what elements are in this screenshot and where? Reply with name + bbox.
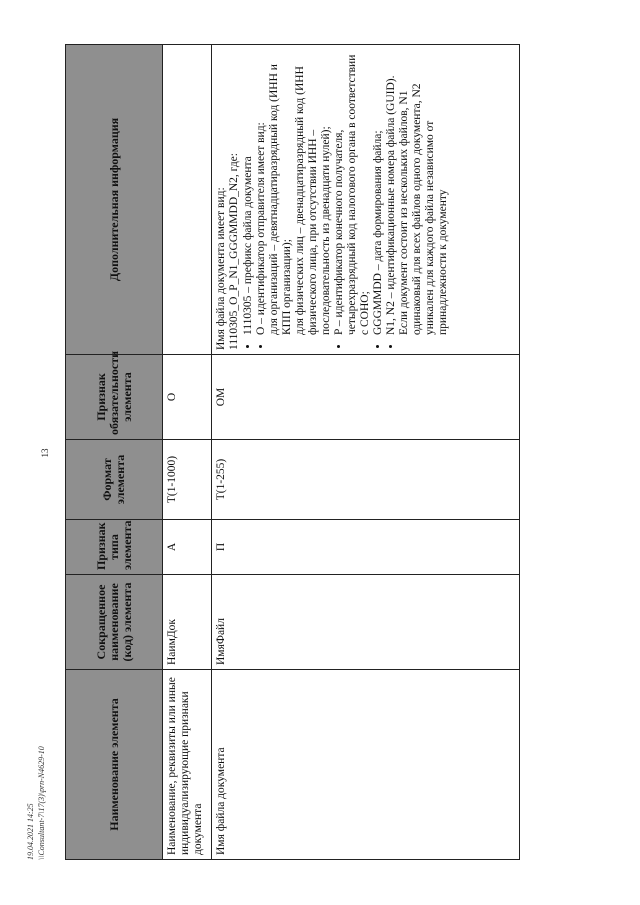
header-element-format: Формат элемента — [66, 440, 163, 520]
detail-line: • N1, N2 – идентификационные номера файла (GUID). Если документ состоит из нескольких файлов, N1 одинаковый для всех файлов одного документа, N2 уникален для каждого файла независимо от принадлежности к документу — [385, 75, 449, 335]
table-row — [212, 45, 520, 860]
list-item — [385, 49, 450, 335]
list-item — [255, 49, 333, 335]
print-stamp — [25, 710, 61, 860]
header-additional-info: Дополнительная информация — [66, 45, 163, 355]
cell-type: П — [212, 520, 520, 575]
cell-code: НаимДок — [163, 575, 212, 670]
cell-name: Наименование, реквизиты или иные индивидуализирующие признаки документа — [163, 670, 212, 860]
detail-line: для физических лиц – двенадцатиразрядный код (ИНН физического лица, при отсутствии ИНН – последовательность из двенадцати нулей); — [294, 66, 332, 335]
header-element-name: Наименование элемента — [66, 670, 163, 860]
detail-line: для организаций – девятнадцатиразрядный код (ИНН и КПП организации); — [268, 64, 293, 335]
detail-line: • 1110305 – префикс файла документа — [242, 156, 254, 335]
cell-required: ОМ — [212, 355, 520, 440]
print-path: \\Consultant-7\17(3)\prn-N4629-10 — [37, 746, 46, 860]
list-item — [333, 49, 372, 335]
header-element-code: Сокращенное наименование (код) элемента — [66, 575, 163, 670]
header-element-required: Признак обязательности элемента — [66, 355, 163, 440]
detail-line: • GGGMMDD – дата формирования файла; — [372, 130, 384, 335]
cell-name: Имя файла документа — [212, 670, 520, 860]
table-row — [163, 45, 212, 860]
detail-line: • P – идентификатор конечного получателя, четырехразрядный код налогового органа в соответствии с СОНО; — [333, 54, 371, 335]
list-item — [372, 49, 385, 335]
rotated-document-table — [65, 45, 520, 860]
cell-info — [163, 45, 212, 355]
print-timestamp: 19.04.2021 14:25 — [26, 803, 35, 860]
page-number: 13 — [40, 448, 50, 458]
cell-format: T(1-255) — [212, 440, 520, 520]
cell-type: А — [163, 520, 212, 575]
cell-info — [212, 45, 520, 355]
detail-line: • O – идентификатор отправителя имеет вид: — [255, 122, 267, 335]
requirements-table — [65, 44, 520, 860]
info-intro: Имя файла документа имеет вид: 1110305_O_P_N1_GGGMMDD_N2, где: — [215, 153, 240, 350]
cell-required: О — [163, 355, 212, 440]
header-element-type: Признак типа элемента — [66, 520, 163, 575]
list-item — [242, 49, 255, 335]
table-header-row — [66, 45, 163, 860]
cell-code: ИмяФайл — [212, 575, 520, 670]
info-list — [242, 49, 450, 350]
cell-format: T(1-1000) — [163, 440, 212, 520]
